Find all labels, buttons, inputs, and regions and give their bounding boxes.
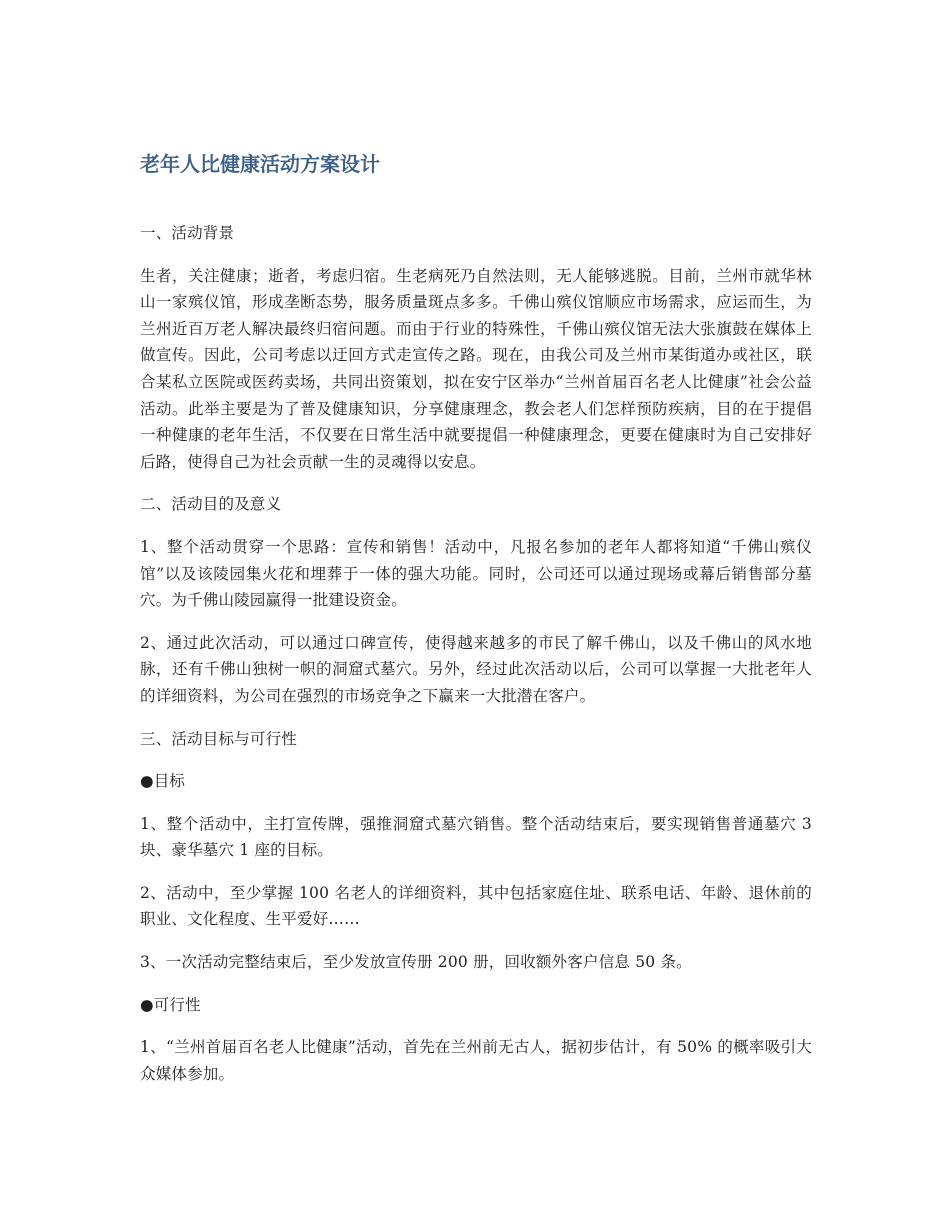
document-page bbox=[140, 148, 812, 1103]
section-heading-purpose: 二、活动目的及意义 bbox=[140, 495, 282, 514]
section-heading-goals: 三、活动目标与可行性 bbox=[140, 729, 298, 748]
paragraph-purpose-1: 1、整个活动贯穿一个思路：宣传和销售！活动中，凡报名参加的老年人都将知道“千佛山殡仪馆”以及该陵园集火花和埋葬于一体的强大功能。同时，公司还可以通过现场或幕后销售部分墓穴。为千佛山陵园赢得一批建设资金。 bbox=[140, 537, 812, 610]
document-title: 老年人比健康活动方案设计 bbox=[140, 152, 380, 176]
section-heading-background: 一、活动背景 bbox=[140, 224, 235, 242]
paragraph-goal-2: 2、活动中，至少掌握 100 名老人的详细资料，其中包括家庭住址、联系电话、年龄、退休前的职业、文化程度、生平爱好…… bbox=[140, 883, 812, 929]
paragraph-feasibility-1: 1、“兰州首届百名老人比健康”活动，首先在兰州前无古人，据初步估计，有 50% 的概率吸引大众媒体参加。 bbox=[140, 1038, 812, 1083]
paragraph-goal-1: 1、整个活动中，主打宣传牌，强推洞窟式墓穴销售。整个活动结束后，要实现销售普通墓穴 3 块、豪华墓穴 1 座的目标。 bbox=[140, 814, 812, 860]
paragraph-purpose-2: 2、通过此次活动，可以通过口碑宣传，使得越来越多的市民了解千佛山，以及千佛山的风水地脉，还有千佛山独树一帜的洞窟式墓穴。另外，经过此次活动以后，公司可以掌握一大批老年人的详细资料，为公司在强烈的市场竞争之下赢来一大批潜在客户。 bbox=[140, 633, 812, 705]
subheading-goals: ●目标 bbox=[140, 772, 186, 791]
paragraph-goal-3: 3、一次活动完整结束后，至少发放宣传册 200 册，回收额外客户信息 50 条。 bbox=[140, 953, 692, 972]
paragraph-background-body: 生者，关注健康；逝者，考虑归宿。生老病死乃自然法则，无人能够逃脱。目前，兰州市就华林山一家殡仪馆，形成垄断态势，服务质量斑点多多。千佛山殡仪馆顺应市场需求，应运而生，为兰州近百万老人解决最终归宿问题。而由于行业的特殊性，千佛山殡仪馆无法大张旗鼓在媒体上做宣传。因此，公司考虑以迂回方式走宣传之路。现在，由我公司及兰州市某街道办或社区，联合某私立医院或医药卖场，共同出资策划，拟在安宁区举办“兰州首届百名老人比健康”社会公益活动。此举主要是为了普及健康知识，分享健康理念，教会老人们怎样预防疾病，目的在于提倡一种健康的老年生活，不仅要在日常生活中就要提倡一种健康理念，更要在健康时为自己安排好后路，使得自己为社会贡献一生的灵魂得以安息。 bbox=[140, 266, 812, 471]
subheading-feasibility: ●可行性 bbox=[140, 995, 201, 1014]
